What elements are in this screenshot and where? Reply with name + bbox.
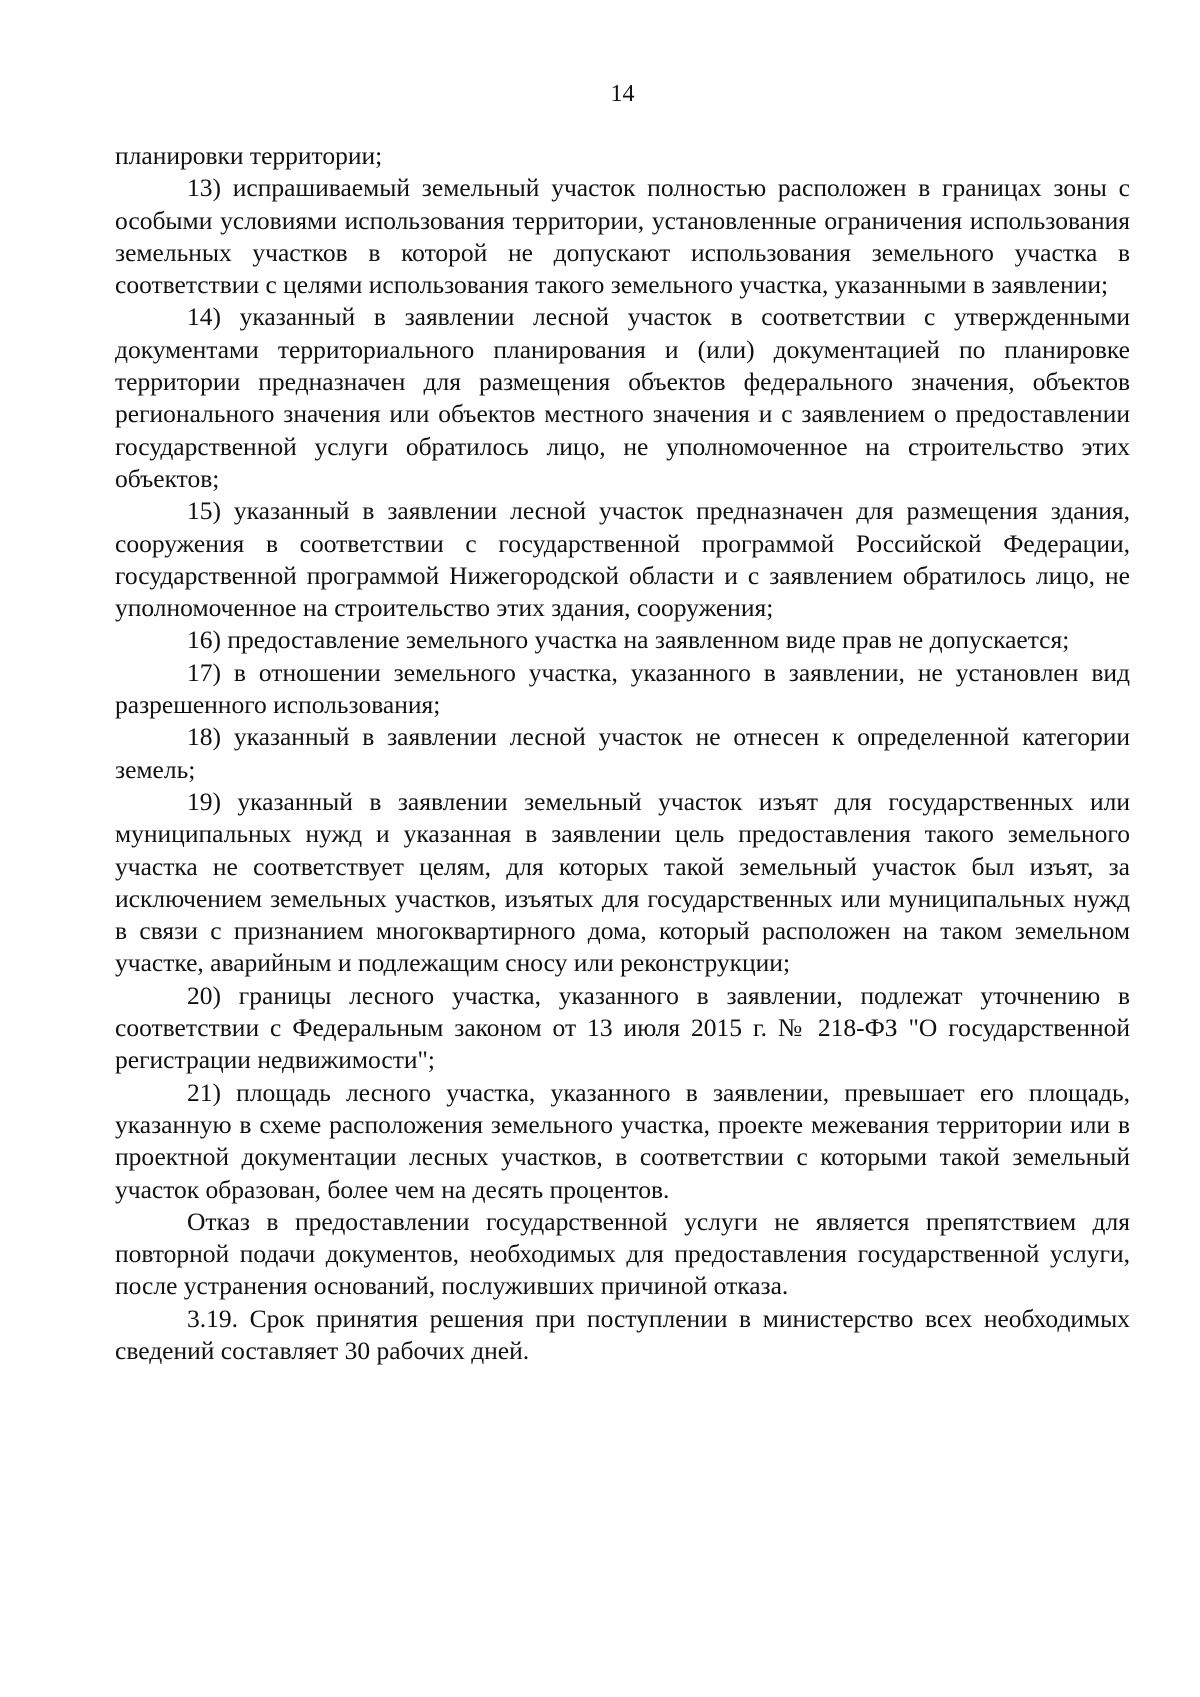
refusal-paragraph: Отказ в предоставлении государственной услуги не является препятствием для повторной подачи документов, необходимых для предоставления государственной услуги, после устранения оснований, послуживших причиной отказа. bbox=[115, 1206, 1130, 1301]
list-item-19: 19) указанный в заявлении земельный участок изъят для государственных или муниципальных нужд и указанная в заявлении цель предоставления такого земельного участка не соответствует целям, для которых такой земельный участок был изъят, за исключением земельных участков, изъятых для государственных или муниципальных нужд в связи с признанием многоквартирного дома, который расположен на таком земельном участке, аварийным и подлежащим сносу или реконструкции; bbox=[115, 786, 1130, 978]
list-item-20: 20) границы лесного участка, указанного в заявлении, подлежат уточнению в соответствии с Федеральным законом от 13 июля 2015 г. № 218-ФЗ "О государственной регистрации недвижимости"; bbox=[115, 980, 1130, 1075]
list-item-21: 21) площадь лесного участка, указанного в заявлении, превышает его площадь, указанную в схеме расположения земельного участка, проекте межевания территории или в проектной документации лесных участков, в соответствии с которыми такой земельный участок образован, более чем на десять процентов. bbox=[115, 1077, 1130, 1204]
document-body bbox=[115, 140, 1130, 1367]
list-item-16: 16) предоставление земельного участка на заявленном виде прав не допускается; bbox=[187, 625, 1070, 655]
list-item-18: 18) указанный в заявлении лесной участок не отнесен к определенной категории земель; bbox=[115, 722, 1130, 784]
page-number: 14 bbox=[610, 81, 635, 107]
list-item-14: 14) указанный в заявлении лесной участок в соответствии с утвержденными документами территориального планирования и (или) документацией по планировке территории предназначен для размещения объектов федерального значения, объектов регионального значения или объектов местного значения и с заявлением о предоставлении государственной услуги обратилось лицо, не уполномоченное на строительство этих объектов; bbox=[115, 302, 1130, 493]
list-item-17: 17) в отношении земельного участка, указанного в заявлении, не установлен вид разрешенного использования; bbox=[115, 657, 1130, 720]
section-3-19-paragraph: 3.19. Срок принятия решения при поступлении в министерство всех необходимых сведений составляет 30 рабочих дней. bbox=[115, 1303, 1130, 1365]
paragraph-continuation: планировки территории; bbox=[115, 141, 383, 170]
list-item-13: 13) испрашиваемый земельный участок полностью расположен в границах зоны с особыми условиями использования территории, установленные ограничения использования земельных участков в которой не допускают использования земельного участка в соответствии с целями использования такого земельного участка, указанными в заявлении; bbox=[115, 173, 1130, 300]
list-item-15: 15) указанный в заявлении лесной участок предназначен для размещения здания, сооружения в соответствии с государственной программой Российской Федерации, государственной программой Нижегородской области и с заявлением обратилось лицо, не уполномоченное на строительство этих здания, сооружения; bbox=[115, 496, 1130, 623]
